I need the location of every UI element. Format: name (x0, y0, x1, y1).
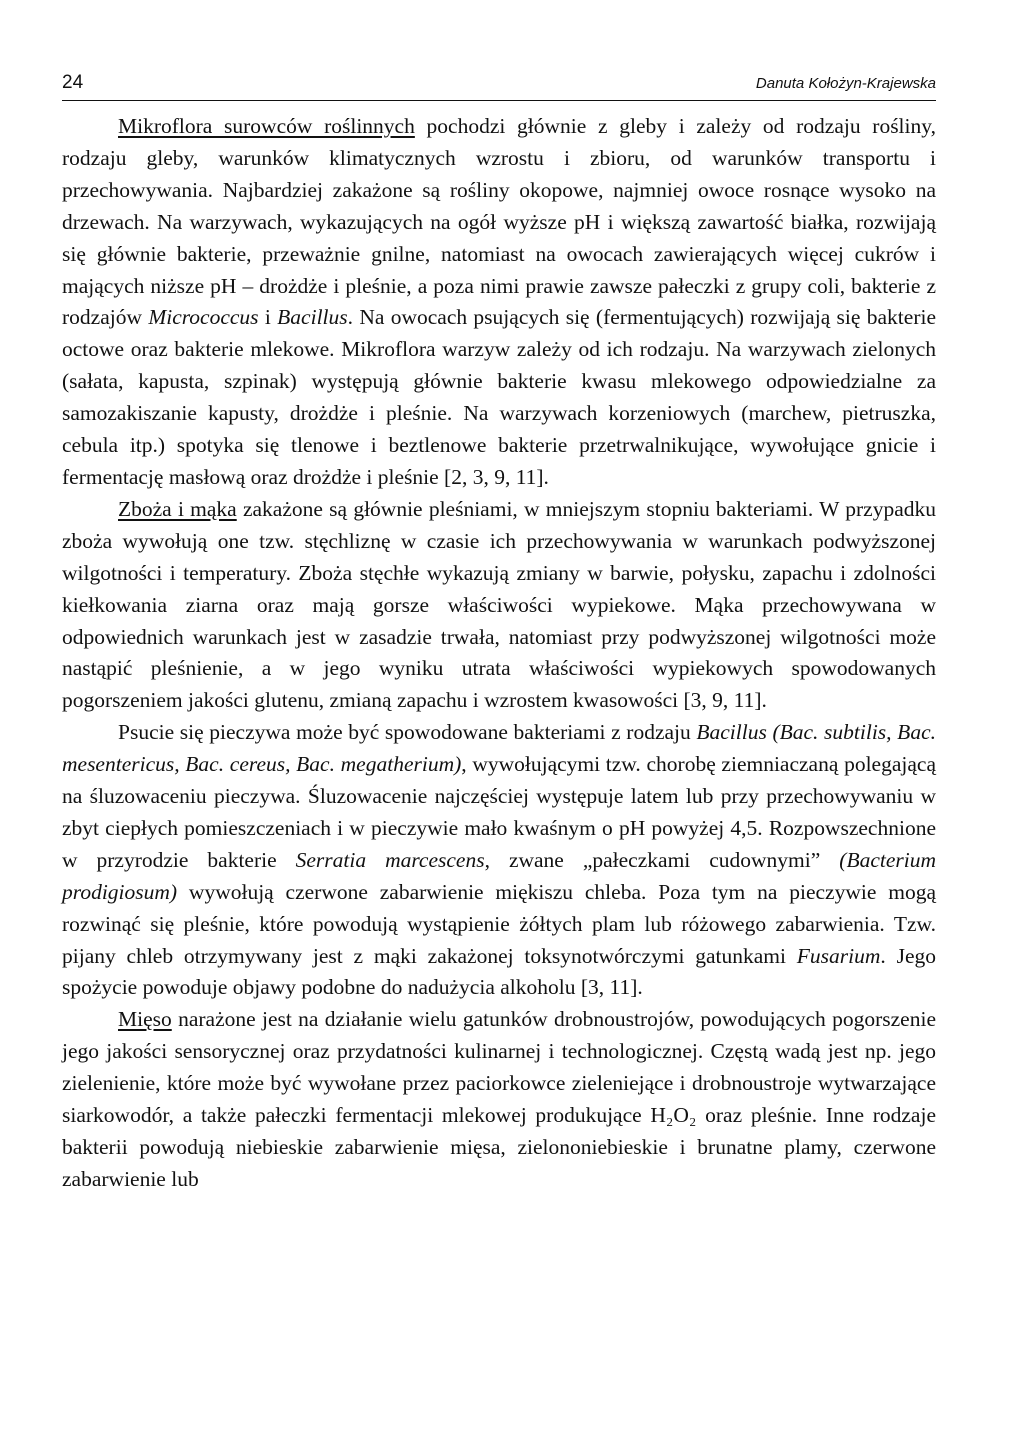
text-run: narażone jest na działanie wielu gatunków drobnoustrojów, powodujących pogorszenie jego jakości sensorycznej oraz przydatności kulinarnej i technologicznej. Częstą wadą jest np. jego zielenienie, które może być wywołane przez paciorkowce zieleniejące i drobnoustroje wytwarzające siarkowodór, a także pałeczki fermentacji mlekowej produkujące H₂O₂ oraz pleśnie. Inne rodzaje bakterii powodują niebieskie zabarwienie mięsa, zielononiebieskie i brunatne plamy, czerwone zabarwienie lub (62, 1007, 936, 1191)
text-run: . Na owocach psujących się (fermentujących) rozwijają się bakterie octowe oraz bakterie mlekowe. Mikroflora warzyw zależy od ich rodzaju. Na warzywach zielonych (sałata, kapusta, szpinak) występują głównie bakterie kwasu mlekowego odpowiedzialne za samozakiszanie kapusty, drożdże i pleśnie. Na warzywach korzeniowych (marchew, pietruszka, cebula itp.) spotyka się tlenowe i beztlenowe bakterie przetrwalnikujące, wywołujące gnicie i fermentację masłową oraz drożdże i pleśnie [2, 3, 9, 11]. (62, 305, 936, 489)
text-run: zakażone są głównie pleśniami, w mniejszym stopniu bakteriami. W przypadku zboża wywołują one tzw. stęchliznę w czasie ich przechowywania w warunkach podwyższonej wilgotności i temperatury. Zboża stęchłe wykazują zmiany w barwie, połysku, zapachu i zdolności kiełkowania ziarna oraz mają gorsze właściwości wypiekowe. Mąka przechowywana w odpowiednich warunkach jest w zasadzie trwała, natomiast przy podwyższonej wilgotności może nastąpić pleśnienie, a w jego wyniku utrata właściwości wypiekowych spowodowanych pogorszeniem jakości glutenu, zmianą zapachu i wzrostem kwasowości [3, 9, 11]. (62, 496, 936, 713)
underlined-heading: Mikroflora surowców roślinnych (118, 114, 415, 138)
text-run: i (258, 305, 278, 330)
paragraph (62, 717, 936, 1004)
paragraph (62, 494, 936, 717)
running-head-author: Danuta Kołożyn-Krajewska (755, 75, 936, 92)
document-page (62, 72, 936, 1196)
text-run: Psucie się pieczywa może być spowodowane bakteriami z rodzaju (118, 720, 697, 745)
page-header (62, 72, 936, 101)
paragraph (62, 1004, 936, 1195)
text-run: , wywołującymi tzw. chorobę ziemniaczaną polegającą na śluzowaceniu pieczywa. Śluzowacenie najczęściej występuje latem lub przy przechowywaniu w zbyt ciepłych pomieszczeniach i w pieczywie mało kwaśnym o pH powyżej 4,5. Rozpowszechnione w przyrodzie bakterie (62, 752, 936, 872)
italic-text: Serratia marcescens (295, 847, 485, 872)
italic-text: Micrococcus (148, 305, 259, 330)
underlined-heading: Mięso (118, 1007, 172, 1032)
italic-text: Bacillus (Bac. subtilis, Bac. mesentericus, Bac. cereus, Bac. megatherium) (62, 720, 936, 777)
underlined-heading: Zboża i mąka (118, 496, 237, 521)
italic-text: Fusarium (796, 943, 881, 968)
text-run: pochodzi głównie z gleby i zależy od rodzaju rośliny, rodzaju gleby, warunków klimatycznych wzrostu i zbioru, od warunków transportu i przechowywania. Najbardziej zakażone są rośliny okopowe, najmniej owoce rosnące wysoko na drzewach. Na warzywach, wykazujących na ogół wyższe pH i większą zawartość białka, rozwijają się głównie bakterie, przeważnie gnilne, natomiast na owocach zawierających więcej cukrów i mających niższe pH – drożdże i pleśnie, a poza nimi prawie zawsze pałeczki z grupy coli, bakterie z rodzajów (62, 114, 936, 330)
body-text (62, 111, 936, 1196)
text-run: , zwane „pałeczkami cudownymi” (484, 847, 840, 872)
text-run: . Jego spożycie powoduje objawy podobne do nadużycia alkoholu [3, 11]. (62, 943, 936, 1000)
page-number: 24 (62, 72, 84, 93)
text-run: wywołują czerwone zabarwienie miękiszu chleba. Poza tym na pieczywie mogą rozwinąć się pleśnie, które powodują wystąpienie żółtych plam lub różowego zabarwienia. Tzw. pijany chleb otrzymywany jest z mąki zakażonej toksynotwórczymi gatunkami (62, 879, 936, 968)
paragraph (62, 111, 936, 494)
italic-text: Bacillus (277, 305, 348, 330)
italic-text: (Bacterium prodigiosum) (62, 847, 936, 904)
